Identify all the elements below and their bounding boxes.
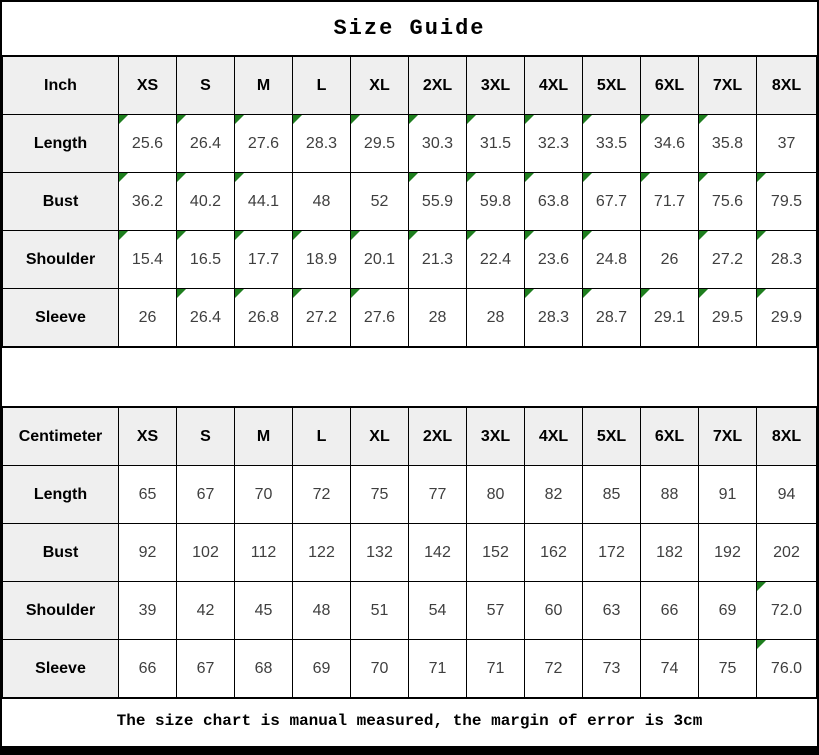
data-cell: 67 bbox=[177, 640, 235, 698]
data-cell: 26 bbox=[641, 231, 699, 289]
data-cell: 17.7 bbox=[235, 231, 293, 289]
data-cell: 71 bbox=[467, 640, 525, 698]
size-header-cell: 8XL bbox=[757, 57, 817, 115]
data-cell: 37 bbox=[757, 115, 817, 173]
data-cell: 162 bbox=[525, 524, 583, 582]
cell-flag-triangle-icon bbox=[119, 231, 128, 240]
cell-flag-triangle-icon bbox=[293, 289, 302, 298]
cell-flag-triangle-icon bbox=[409, 115, 418, 124]
data-cell: 202 bbox=[757, 524, 817, 582]
cell-flag-triangle-icon bbox=[119, 115, 128, 124]
size-header-cell: XL bbox=[351, 57, 409, 115]
cell-flag-triangle-icon bbox=[235, 115, 244, 124]
note-row bbox=[2, 698, 817, 742]
data-cell: 69 bbox=[699, 582, 757, 640]
data-cell: 28.3 bbox=[525, 289, 583, 347]
size-header-cell: 4XL bbox=[525, 57, 583, 115]
data-cell: 63 bbox=[583, 582, 641, 640]
data-cell: 26.8 bbox=[235, 289, 293, 347]
size-header-cell: 5XL bbox=[583, 57, 641, 115]
cell-flag-triangle-icon bbox=[757, 173, 766, 182]
inch-size-table bbox=[2, 56, 817, 347]
size-header-cell: 6XL bbox=[641, 408, 699, 466]
data-cell: 23.6 bbox=[525, 231, 583, 289]
cell-flag-triangle-icon bbox=[583, 173, 592, 182]
title-row bbox=[2, 2, 817, 56]
data-cell: 22.4 bbox=[467, 231, 525, 289]
cell-flag-triangle-icon bbox=[757, 640, 766, 649]
data-cell: 57 bbox=[467, 582, 525, 640]
size-header-cell: XS bbox=[119, 57, 177, 115]
table-row bbox=[3, 231, 817, 289]
data-cell: 85 bbox=[583, 466, 641, 524]
data-cell: 18.9 bbox=[293, 231, 351, 289]
cell-flag-triangle-icon bbox=[467, 231, 476, 240]
cell-flag-triangle-icon bbox=[467, 115, 476, 124]
cell-flag-triangle-icon bbox=[757, 231, 766, 240]
size-header-cell: 2XL bbox=[409, 57, 467, 115]
data-cell: 66 bbox=[119, 640, 177, 698]
table-row bbox=[3, 582, 817, 640]
cell-flag-triangle-icon bbox=[699, 115, 708, 124]
data-cell: 48 bbox=[293, 582, 351, 640]
size-header-cell: 7XL bbox=[699, 408, 757, 466]
size-header-cell: 4XL bbox=[525, 408, 583, 466]
data-cell: 79.5 bbox=[757, 173, 817, 231]
data-cell: 26.4 bbox=[177, 289, 235, 347]
row-label-cell: Shoulder bbox=[3, 582, 119, 640]
data-cell: 75 bbox=[699, 640, 757, 698]
data-cell: 24.8 bbox=[583, 231, 641, 289]
cell-flag-triangle-icon bbox=[757, 289, 766, 298]
data-cell: 102 bbox=[177, 524, 235, 582]
cell-flag-triangle-icon bbox=[641, 115, 650, 124]
cell-flag-triangle-icon bbox=[177, 289, 186, 298]
cell-flag-triangle-icon bbox=[583, 231, 592, 240]
table-row bbox=[3, 640, 817, 698]
data-cell: 92 bbox=[119, 524, 177, 582]
data-cell: 51 bbox=[351, 582, 409, 640]
table-row bbox=[3, 289, 817, 347]
data-cell: 35.8 bbox=[699, 115, 757, 173]
data-cell: 72 bbox=[293, 466, 351, 524]
data-cell: 54 bbox=[409, 582, 467, 640]
cell-flag-triangle-icon bbox=[525, 173, 534, 182]
data-cell: 33.5 bbox=[583, 115, 641, 173]
data-cell: 45 bbox=[235, 582, 293, 640]
data-cell: 76.0 bbox=[757, 640, 817, 698]
size-header-cell: 3XL bbox=[467, 408, 525, 466]
cell-flag-triangle-icon bbox=[177, 115, 186, 124]
cell-flag-triangle-icon bbox=[119, 173, 128, 182]
size-header-cell: M bbox=[235, 57, 293, 115]
data-cell: 71.7 bbox=[641, 173, 699, 231]
data-cell: 69 bbox=[293, 640, 351, 698]
table-spacer bbox=[2, 347, 817, 407]
size-header-cell: 8XL bbox=[757, 408, 817, 466]
data-cell: 44.1 bbox=[235, 173, 293, 231]
row-label-cell: Bust bbox=[3, 173, 119, 231]
data-cell: 28 bbox=[409, 289, 467, 347]
cell-flag-triangle-icon bbox=[525, 115, 534, 124]
data-cell: 26.4 bbox=[177, 115, 235, 173]
data-cell: 27.6 bbox=[235, 115, 293, 173]
size-header-cell: 3XL bbox=[467, 57, 525, 115]
cell-flag-triangle-icon bbox=[235, 289, 244, 298]
cell-flag-triangle-icon bbox=[583, 115, 592, 124]
note-text: The size chart is manual measured, the margin of error is 3cm bbox=[116, 711, 703, 730]
data-cell: 34.6 bbox=[641, 115, 699, 173]
cell-flag-triangle-icon bbox=[235, 231, 244, 240]
data-cell: 94 bbox=[757, 466, 817, 524]
centimeter-size-table bbox=[2, 407, 817, 698]
data-cell: 75.6 bbox=[699, 173, 757, 231]
data-cell: 52 bbox=[351, 173, 409, 231]
data-cell: 72 bbox=[525, 640, 583, 698]
data-cell: 67 bbox=[177, 466, 235, 524]
cell-flag-triangle-icon bbox=[351, 231, 360, 240]
data-cell: 27.2 bbox=[699, 231, 757, 289]
data-cell: 27.6 bbox=[351, 289, 409, 347]
cell-flag-triangle-icon bbox=[699, 231, 708, 240]
data-cell: 42 bbox=[177, 582, 235, 640]
size-header-cell: 6XL bbox=[641, 57, 699, 115]
size-header-cell: XS bbox=[119, 408, 177, 466]
data-cell: 29.1 bbox=[641, 289, 699, 347]
table-row bbox=[3, 466, 817, 524]
size-header-cell: M bbox=[235, 408, 293, 466]
cell-flag-triangle-icon bbox=[409, 231, 418, 240]
cell-flag-triangle-icon bbox=[351, 115, 360, 124]
data-cell: 112 bbox=[235, 524, 293, 582]
data-cell: 73 bbox=[583, 640, 641, 698]
data-cell: 28.3 bbox=[757, 231, 817, 289]
data-cell: 77 bbox=[409, 466, 467, 524]
data-cell: 70 bbox=[351, 640, 409, 698]
data-cell: 48 bbox=[293, 173, 351, 231]
data-cell: 152 bbox=[467, 524, 525, 582]
data-cell: 29.5 bbox=[351, 115, 409, 173]
data-cell: 132 bbox=[351, 524, 409, 582]
size-header-cell: 7XL bbox=[699, 57, 757, 115]
data-cell: 28 bbox=[467, 289, 525, 347]
cell-flag-triangle-icon bbox=[467, 173, 476, 182]
size-header-cell: 2XL bbox=[409, 408, 467, 466]
size-header-cell: XL bbox=[351, 408, 409, 466]
data-cell: 74 bbox=[641, 640, 699, 698]
cell-flag-triangle-icon bbox=[409, 173, 418, 182]
cell-flag-triangle-icon bbox=[641, 173, 650, 182]
table-row bbox=[3, 115, 817, 173]
data-cell: 29.5 bbox=[699, 289, 757, 347]
data-cell: 71 bbox=[409, 640, 467, 698]
data-cell: 60 bbox=[525, 582, 583, 640]
row-label-cell: Bust bbox=[3, 524, 119, 582]
bottom-black-bar bbox=[2, 746, 817, 753]
table-row bbox=[3, 524, 817, 582]
data-cell: 142 bbox=[409, 524, 467, 582]
data-cell: 67.7 bbox=[583, 173, 641, 231]
data-cell: 88 bbox=[641, 466, 699, 524]
data-cell: 55.9 bbox=[409, 173, 467, 231]
data-cell: 27.2 bbox=[293, 289, 351, 347]
data-cell: 16.5 bbox=[177, 231, 235, 289]
row-label-cell: Sleeve bbox=[3, 640, 119, 698]
unit-header-cell: Centimeter bbox=[3, 408, 119, 466]
data-cell: 59.8 bbox=[467, 173, 525, 231]
row-label-cell: Length bbox=[3, 115, 119, 173]
row-label-cell: Sleeve bbox=[3, 289, 119, 347]
data-cell: 36.2 bbox=[119, 173, 177, 231]
cell-flag-triangle-icon bbox=[293, 231, 302, 240]
data-cell: 32.3 bbox=[525, 115, 583, 173]
data-cell: 28.3 bbox=[293, 115, 351, 173]
data-cell: 40.2 bbox=[177, 173, 235, 231]
data-cell: 75 bbox=[351, 466, 409, 524]
page-title: Size Guide bbox=[333, 16, 486, 41]
data-cell: 29.9 bbox=[757, 289, 817, 347]
cell-flag-triangle-icon bbox=[757, 582, 766, 591]
data-cell: 91 bbox=[699, 466, 757, 524]
data-cell: 122 bbox=[293, 524, 351, 582]
size-header-cell: L bbox=[293, 408, 351, 466]
cell-flag-triangle-icon bbox=[583, 289, 592, 298]
data-cell: 25.6 bbox=[119, 115, 177, 173]
cell-flag-triangle-icon bbox=[177, 173, 186, 182]
data-cell: 192 bbox=[699, 524, 757, 582]
size-header-cell: L bbox=[293, 57, 351, 115]
data-cell: 65 bbox=[119, 466, 177, 524]
data-cell: 21.3 bbox=[409, 231, 467, 289]
data-cell: 63.8 bbox=[525, 173, 583, 231]
cell-flag-triangle-icon bbox=[525, 231, 534, 240]
size-header-cell: 5XL bbox=[583, 408, 641, 466]
data-cell: 172 bbox=[583, 524, 641, 582]
data-cell: 80 bbox=[467, 466, 525, 524]
row-label-cell: Shoulder bbox=[3, 231, 119, 289]
row-label-cell: Length bbox=[3, 466, 119, 524]
cell-flag-triangle-icon bbox=[177, 231, 186, 240]
data-cell: 39 bbox=[119, 582, 177, 640]
cell-flag-triangle-icon bbox=[525, 289, 534, 298]
data-cell: 26 bbox=[119, 289, 177, 347]
data-cell: 31.5 bbox=[467, 115, 525, 173]
data-cell: 72.0 bbox=[757, 582, 817, 640]
cell-flag-triangle-icon bbox=[293, 115, 302, 124]
cell-flag-triangle-icon bbox=[351, 289, 360, 298]
data-cell: 82 bbox=[525, 466, 583, 524]
cell-flag-triangle-icon bbox=[235, 173, 244, 182]
data-cell: 15.4 bbox=[119, 231, 177, 289]
data-cell: 30.3 bbox=[409, 115, 467, 173]
cell-flag-triangle-icon bbox=[699, 173, 708, 182]
cell-flag-triangle-icon bbox=[699, 289, 708, 298]
data-cell: 20.1 bbox=[351, 231, 409, 289]
data-cell: 66 bbox=[641, 582, 699, 640]
data-cell: 70 bbox=[235, 466, 293, 524]
size-header-cell: S bbox=[177, 408, 235, 466]
data-cell: 68 bbox=[235, 640, 293, 698]
table-row bbox=[3, 173, 817, 231]
size-header-cell: S bbox=[177, 57, 235, 115]
cell-flag-triangle-icon bbox=[641, 289, 650, 298]
data-cell: 182 bbox=[641, 524, 699, 582]
unit-header-cell: Inch bbox=[3, 57, 119, 115]
data-cell: 28.7 bbox=[583, 289, 641, 347]
